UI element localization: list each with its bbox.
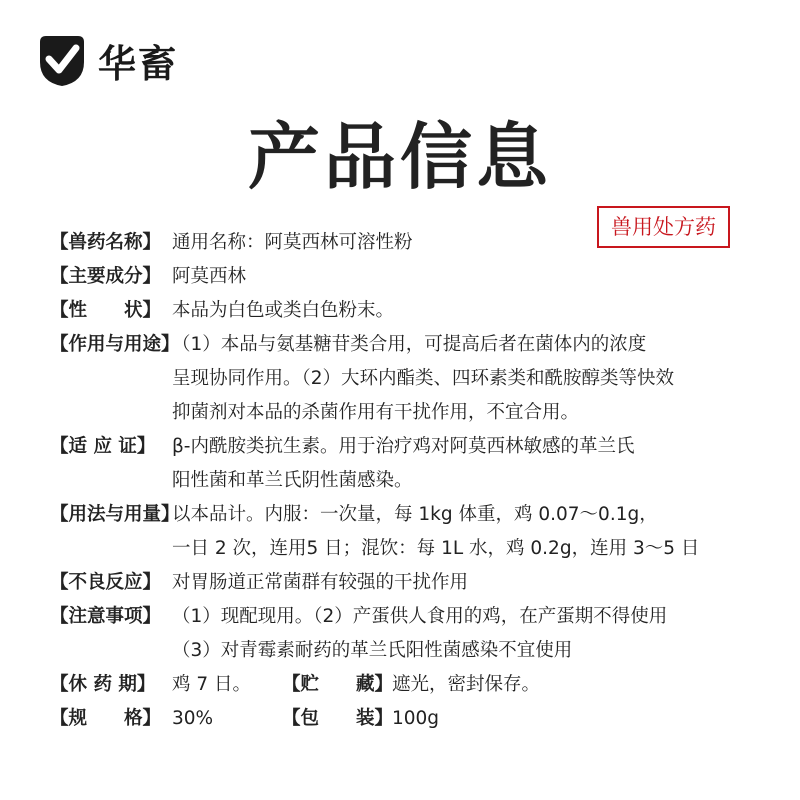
spec-value-line: （1）现配现用。（2）产蛋供人食用的鸡，在产蛋期不得使用 [172, 606, 668, 627]
spec-value-line: 以本品计。内服：一次量，每 1kg 体重，鸡 0.07～0.1g， [172, 504, 658, 525]
spec-label: 【贮 藏】 [282, 674, 394, 695]
spec-label: 【注意事项】 [50, 606, 162, 627]
spec-label: 【兽药名称】 [50, 232, 162, 253]
spec-label: 【规 格】 [50, 708, 162, 729]
spec-label: 【不良反应】 [50, 572, 162, 593]
spec-label: 【主要成分】 [50, 266, 162, 287]
prescription-badge: 兽用处方药 [597, 206, 730, 248]
check-shield-icon [34, 32, 90, 88]
spec-row [50, 600, 770, 668]
spec-value-line: 抑菌剂对本品的杀菌作用有干扰作用，不宜合用。 [172, 402, 580, 423]
spec-label: 【用法与用量】 [50, 504, 180, 525]
spec-value: 100g [392, 708, 440, 729]
brand-logo [34, 32, 178, 88]
spec-value: 遮光，密封保存。 [392, 674, 541, 695]
spec-value-line: β-内酰胺类抗生素。用于治疗鸡对阿莫西林敏感的革兰氏 [172, 436, 635, 457]
page-title: 产品信息 [247, 114, 552, 199]
spec-value-line: 阳性菌和革兰氏阴性菌感染。 [172, 470, 413, 491]
spec-value-line: 对胃肠道正常菌群有较强的干扰作用 [172, 572, 469, 593]
spec-value-line: （3）对青霉素耐药的革兰氏阳性菌感染不宜使用 [172, 640, 573, 661]
spec-value [172, 294, 770, 328]
spec-value-line: 通用名称：阿莫西林可溶性粉 [172, 232, 413, 253]
spec-value [172, 260, 770, 294]
spec-value [172, 498, 770, 566]
spec-label: 【休 药 期】 [50, 674, 156, 695]
spec-value-line: 呈现协同作用。（2）大环内酯类、四环素类和酰胺醇类等快效 [172, 368, 675, 389]
spec-value: 30% [172, 708, 214, 729]
spec-value-line: 阿莫西林 [172, 266, 247, 287]
spec-row [50, 498, 770, 566]
spec-list [50, 226, 770, 736]
spec-value [172, 600, 770, 668]
spec-row [50, 328, 770, 430]
spec-pair-row [50, 668, 770, 702]
spec-value-line: （1）本品与氨基糖苷类合用，可提高后者在菌体内的浓度 [172, 334, 647, 355]
spec-label: 【包 装】 [282, 708, 394, 729]
spec-row [50, 226, 770, 260]
spec-value-line: 本品为白色或类白色粉末。 [172, 300, 395, 321]
spec-label: 【适 应 证】 [50, 436, 156, 457]
spec-value [172, 566, 770, 600]
spec-label: 【作用与用途】 [50, 334, 180, 355]
spec-pair-row [50, 702, 770, 736]
spec-label: 【性 状】 [50, 300, 162, 321]
spec-row [50, 294, 770, 328]
brand-name: 华畜 [98, 41, 179, 86]
spec-value [172, 430, 770, 498]
spec-row [50, 430, 770, 498]
spec-value [172, 328, 770, 430]
spec-row [50, 260, 770, 294]
spec-value-line: 一日 2 次，连用5 日；混饮：每 1L 水，鸡 0.2g，连用 3～5 日 [172, 538, 700, 559]
spec-value: 鸡 7 日。 [172, 674, 252, 695]
spec-value [172, 226, 770, 260]
spec-row [50, 566, 770, 600]
